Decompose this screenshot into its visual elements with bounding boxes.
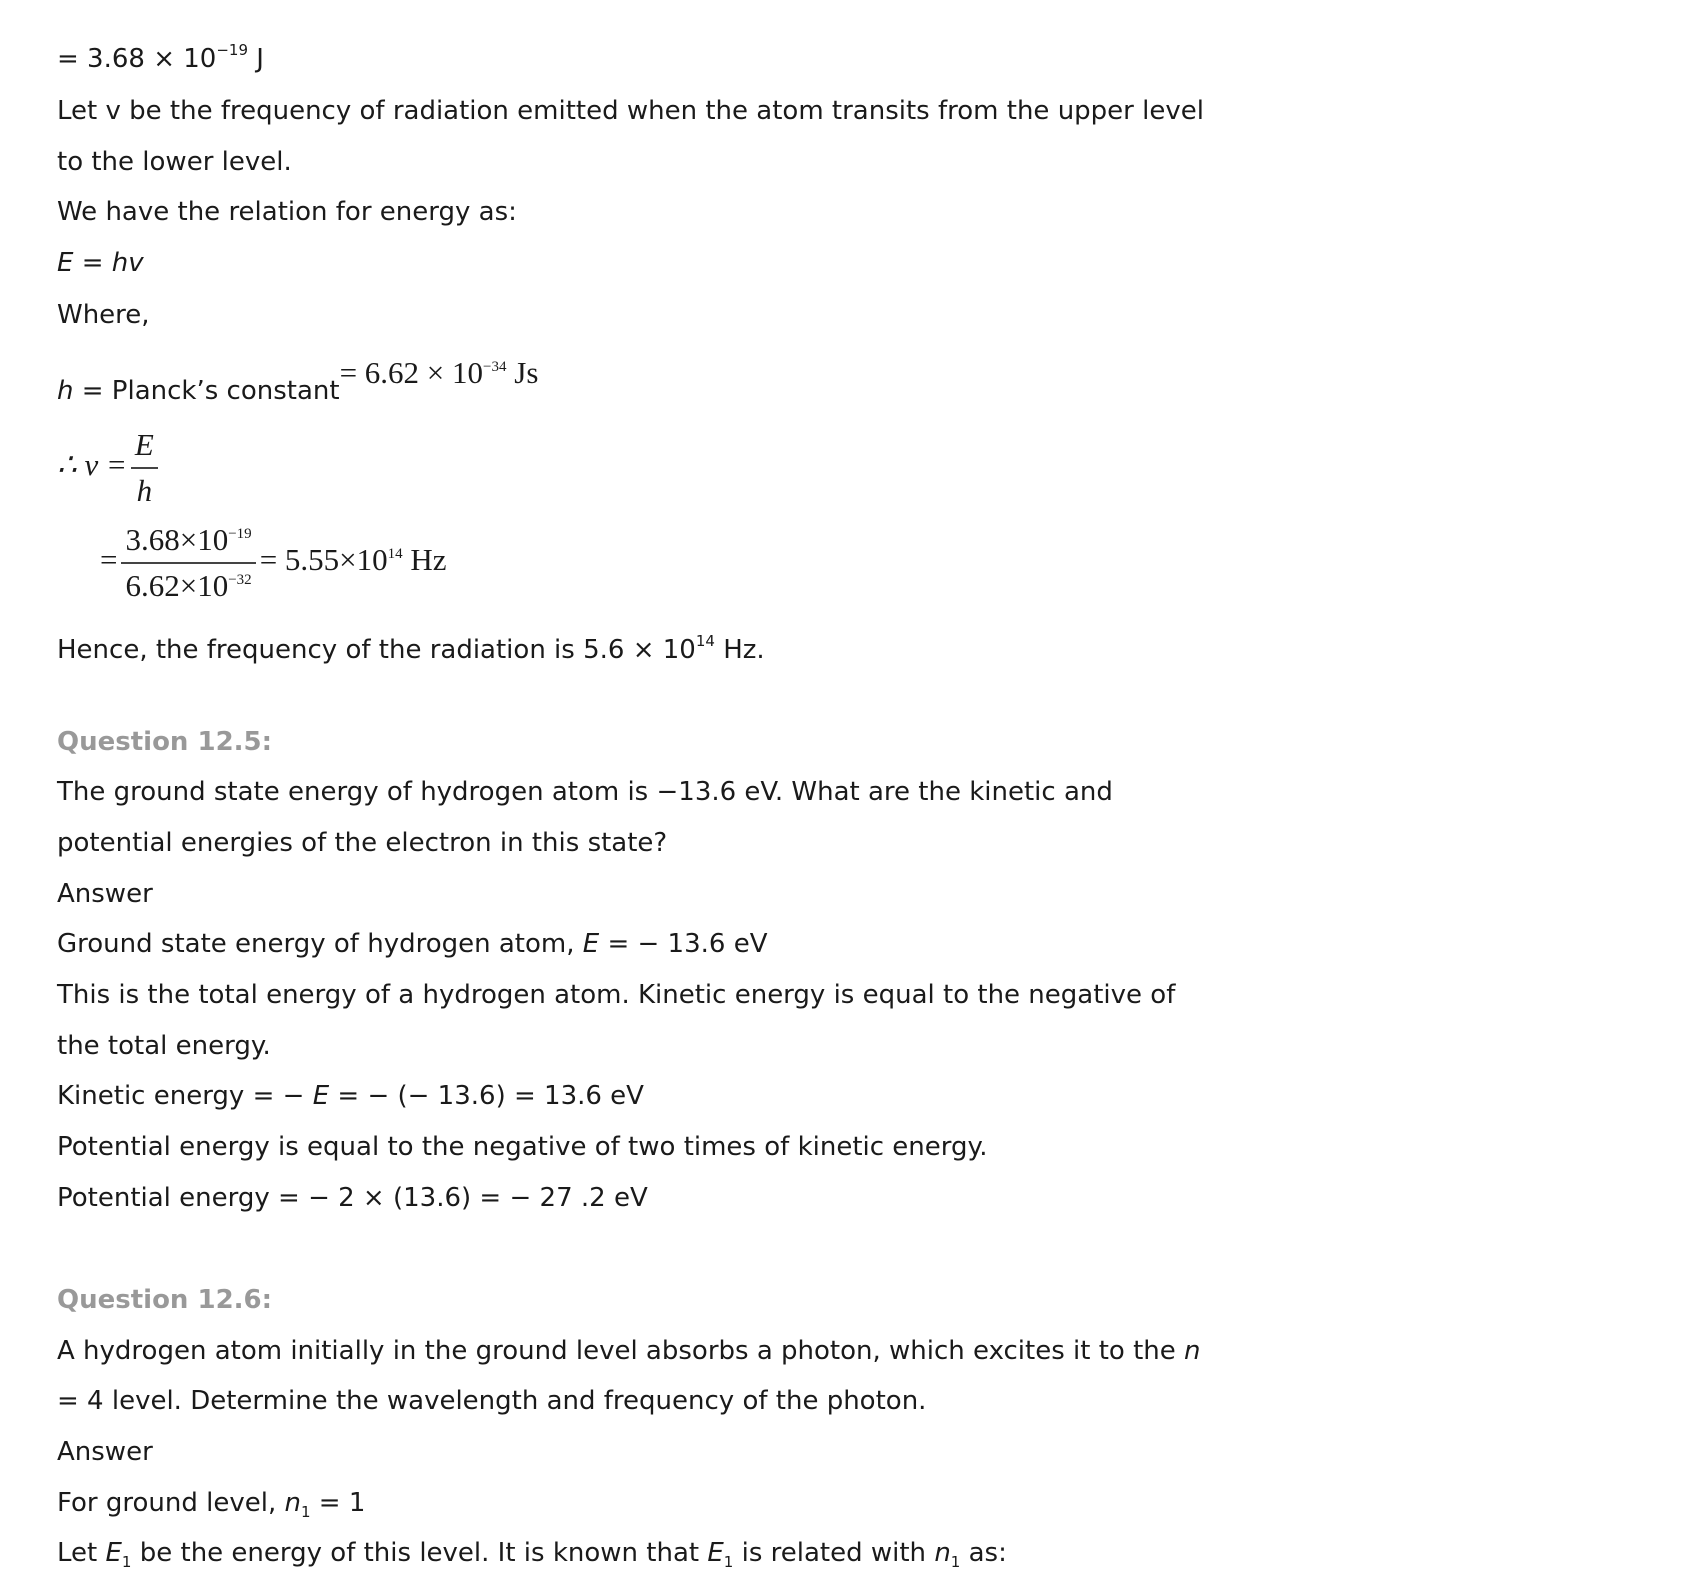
paragraph: We have the relation for energy as: [57, 197, 517, 227]
answer-line: Potential energy is equal to the negative of two times of kinetic energy. [57, 1132, 988, 1162]
question-heading-12-6: Question 12.6: [57, 1285, 273, 1315]
paragraph: Where, [57, 300, 150, 330]
question-text: A hydrogen atom initially in the ground level absorbs a photon, which excites it to the n [57, 1336, 1201, 1366]
paragraph: Let v be the frequency of radiation emitted when the atom transits from the upper level [57, 96, 1204, 126]
answer-line: This is the total energy of a hydrogen atom. Kinetic energy is equal to the negative of [57, 980, 1176, 1010]
frequency-calculation: = $\frac{3.68\times 10^{-19}}{6.62\times 10^{-32}}$ = $5.55\times 10^{14}$ Hz [100, 522, 447, 603]
answer-line: For ground level, $n_1 = 1$ [57, 1488, 366, 1521]
answer-line: Kinetic energy = − E = − (− 13.6) = 13.6 eV [57, 1081, 644, 1111]
answer-line: the total energy. [57, 1031, 271, 1061]
answer-label: Answer [57, 879, 153, 909]
frequency-formula: ∴ ν = $\frac{E}{h}$ [57, 425, 162, 511]
question-heading-12-5: Question 12.5: [57, 727, 273, 757]
planck-value: = $6.62 \times 10^{-34}$ Js [339, 355, 539, 390]
answer-line: Let $E_1$ be the energy of this level. It is known that $E_1$ is related with $n_1$ as: [57, 1538, 1007, 1571]
answer-line: Ground state energy of hydrogen atom, E = − 13.6 eV [57, 929, 768, 959]
answer-line: Potential energy = − 2 × (13.6) = − 27 .2 eV [57, 1183, 648, 1213]
energy-result: = $3.68 \times 10^{-19}$ J [57, 41, 264, 74]
question-text: = 4 level. Determine the wavelength and frequency of the photon. [57, 1386, 927, 1416]
planck-constant-line: h = Planck’s constant= $6.62 \times 10^{-34}$ Js [57, 355, 539, 406]
frequency-conclusion: Hence, the frequency of the radiation is $5.6 \times 10^{14}$ Hz. [57, 632, 765, 665]
question-text: The ground state energy of hydrogen atom is −13.6 eV. What are the kinetic and [57, 777, 1113, 807]
paragraph: to the lower level. [57, 147, 292, 177]
answer-label: Answer [57, 1437, 153, 1467]
question-text: potential energies of the electron in this state? [57, 828, 668, 858]
equation-e-hv: E = hv [57, 248, 144, 278]
